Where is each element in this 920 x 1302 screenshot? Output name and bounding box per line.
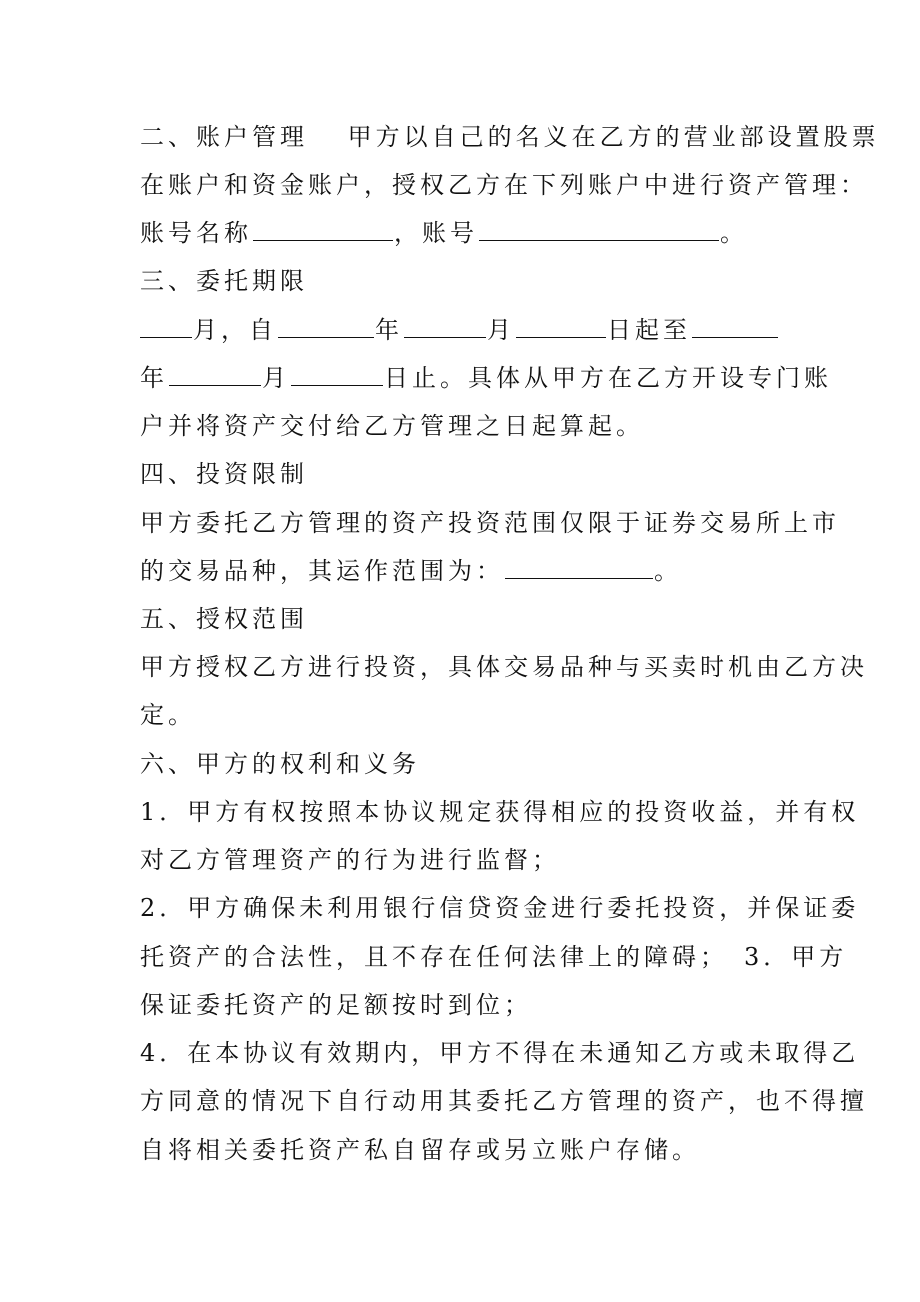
operation-scope-label: 的交易品种，其运作范围为： <box>140 557 504 585</box>
start-year-blank[interactable] <box>278 315 374 338</box>
term-months-blank[interactable] <box>140 315 192 338</box>
clause-6-item-4-line: 4．在本协议有效期内，甲方不得在未通知乙方或未取得乙 <box>140 1039 860 1067</box>
start-day-blank[interactable] <box>516 315 606 338</box>
account-name-blank[interactable] <box>253 218 393 241</box>
operation-scope-line <box>140 556 800 586</box>
account-name-label: 账号名称 <box>140 219 252 247</box>
clause-6-item-1-line: 对乙方管理资产的行为进行监督； <box>140 846 560 874</box>
clause-6-item-1-line: 1．甲方有权按照本协议规定获得相应的投资收益，并有权 <box>140 798 860 826</box>
end-year-label: 年 <box>140 364 168 392</box>
term-months-label: 月，自 <box>193 316 277 344</box>
clause-5-body-line: 甲方授权乙方进行投资，具体交易品种与买卖时机由乙方决 <box>140 653 868 681</box>
clause-2-body-line: 在账户和资金账户，授权乙方在下列账户中进行资产管理： <box>140 171 868 199</box>
end-day-blank[interactable] <box>291 363 383 386</box>
operation-scope-end: 。 <box>654 557 682 585</box>
account-number-label: ，账号 <box>394 219 478 247</box>
clause-5-body-line: 定。 <box>140 701 196 729</box>
start-year-label: 年 <box>375 316 403 344</box>
start-month-blank[interactable] <box>404 315 486 338</box>
start-month-label: 月 <box>487 316 515 344</box>
account-info-line <box>140 218 800 248</box>
clause-4-heading: 四、投资限制 <box>140 460 308 488</box>
end-day-text: 日止。具体从甲方在乙方开设专门账 <box>384 364 832 392</box>
clause-5-heading: 五、授权范围 <box>140 605 308 633</box>
clause-6-item-4-line: 自将相关委托资产私自留存或另立账户存储。 <box>140 1136 700 1164</box>
term-end-line <box>140 363 832 393</box>
operation-scope-blank[interactable] <box>505 556 653 579</box>
clause-4-body-line: 甲方委托乙方管理的资产投资范围仅限于证券交易所上市 <box>140 509 840 537</box>
end-year-blank[interactable] <box>692 315 778 338</box>
account-line-end: 。 <box>720 219 748 247</box>
clause-2-heading-line: 二、账户管理 甲方以自己的名义在乙方的营业部设置股票 <box>140 123 880 151</box>
clause-6-item-2-3-line: 托资产的合法性，且不存在任何法律上的障碍； 3．甲方 <box>140 943 848 971</box>
account-number-blank[interactable] <box>479 218 719 241</box>
end-month-blank[interactable] <box>169 363 261 386</box>
clause-6-item-3-line: 保证委托资产的足额按时到位； <box>140 991 532 1019</box>
clause-6-item-4-line: 方同意的情况下自行动用其委托乙方管理的资产，也不得擅 <box>140 1087 868 1115</box>
end-month-label: 月 <box>262 364 290 392</box>
start-day-label: 日起至 <box>607 316 691 344</box>
clause-3-heading: 三、委托期限 <box>140 267 308 295</box>
clause-6-heading: 六、甲方的权利和义务 <box>140 750 420 778</box>
term-start-line <box>140 315 800 345</box>
term-body-line: 户并将资产交付给乙方管理之日起算起。 <box>140 412 644 440</box>
clause-6-item-2-line: 2．甲方确保未利用银行信贷资金进行委托投资，并保证委 <box>140 894 860 922</box>
